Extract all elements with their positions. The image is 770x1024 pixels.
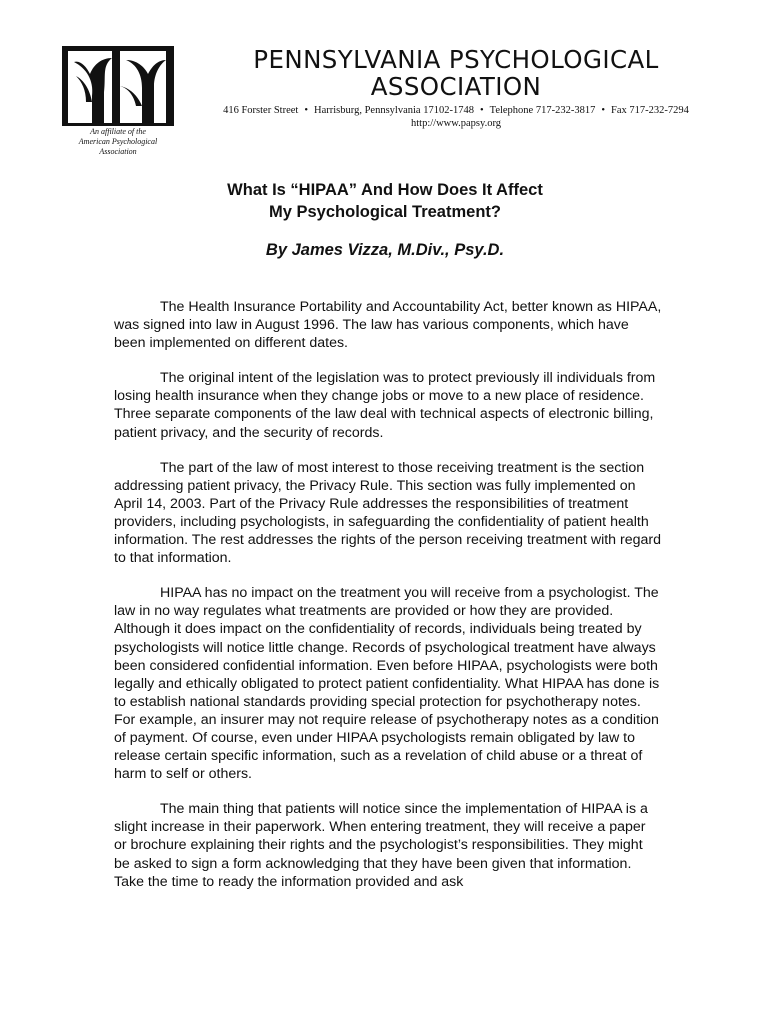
org-name-continued: ASSOCIATION [370,72,542,101]
address-line [196,104,716,117]
body-paragraph: The main thing that patients will notice since the implementation of HIPAA is a slight increase in their paperwork. When entering treatment, they will receive a paper or brochure explaining their rights and the psychologist’s responsibilities. They might be asked to sign a form acknowledging that they have been given that information. Take the time to ready the information provided and ask [114,801,648,890]
website-url: http://www.papsy.org [410,118,502,129]
affiliate-note [58,127,178,157]
body-paragraph: HIPAA has no impact on the treatment you will receive from a psychologist. The law in no way regulates what treatments are provided or how they are provided. Although it does impact on the confidentiality of records, individuals being treated by psychologists will notice little change. Records of psychological treatment have always been considered confidential information. Even before HIPAA, psychologists were both legally and ethically obligated to protect patient confidentiality. What HIPAA has done is to establish national standards providing special protection for psychotherapy notes. For example, an insurer may not require release of psychotherapy notes as a condition of payment. Of course, even under HIPAA psychologists remain obligated by law to release certain specific information, such as a revelation of child abuse or a threat of harm to self or others. [114,585,660,783]
body-paragraph: The original intent of the legislation was to protect previously ill individuals from losing health insurance when they change jobs or move to a new place of residence. Three separate components of the law deal with technical aspects of electronic billing, patient privacy, and the security of records. [114,370,656,441]
bullet-separator: • [479,105,484,116]
body-paragraph: The part of the law of most interest to those receiving treatment is the section addressing patient privacy, the Privacy Rule. This section was fully implemented on April 14, 2003. Part of the Privacy Rule addresses the responsibilities of treatment providers, including psychologists, in safeguarding the confidentiality of patient health information. The rest addresses the rights of the person receiving treatment with regard to that information. [114,459,662,567]
article-body [114,298,662,908]
article-title [110,179,660,223]
affiliate-line: Association [99,147,137,156]
affiliate-line: An affiliate of the [90,127,146,136]
org-name: PENNSYLVANIA PSYCHOLOGICAL [253,45,659,74]
title-line: My Psychological Treatment? [269,203,501,221]
body-paragraph: The Health Insurance Portability and Accountability Act, better known as HIPAA, was signed into law in August 1996. The law has various components, which have been implemented on different dates. [114,299,662,352]
title-line: What Is “HIPAA” And How Does It Affect [227,181,543,199]
bullet-separator: • [304,105,309,116]
affiliate-line: American Psychological [78,137,158,146]
fax: Fax 717-232-7294 [611,105,689,116]
letterhead [196,46,716,130]
bullet-separator: • [601,105,606,116]
city-state-zip: Harrisburg, Pennsylvania 17102-1748 [314,105,474,116]
author-byline: By James Vizza, M.Div., Psy.D. [265,241,505,259]
street-address: 416 Forster Street [223,105,299,116]
telephone: Telephone 717-232-3817 [489,105,596,116]
ppa-logo-mark [62,46,174,126]
